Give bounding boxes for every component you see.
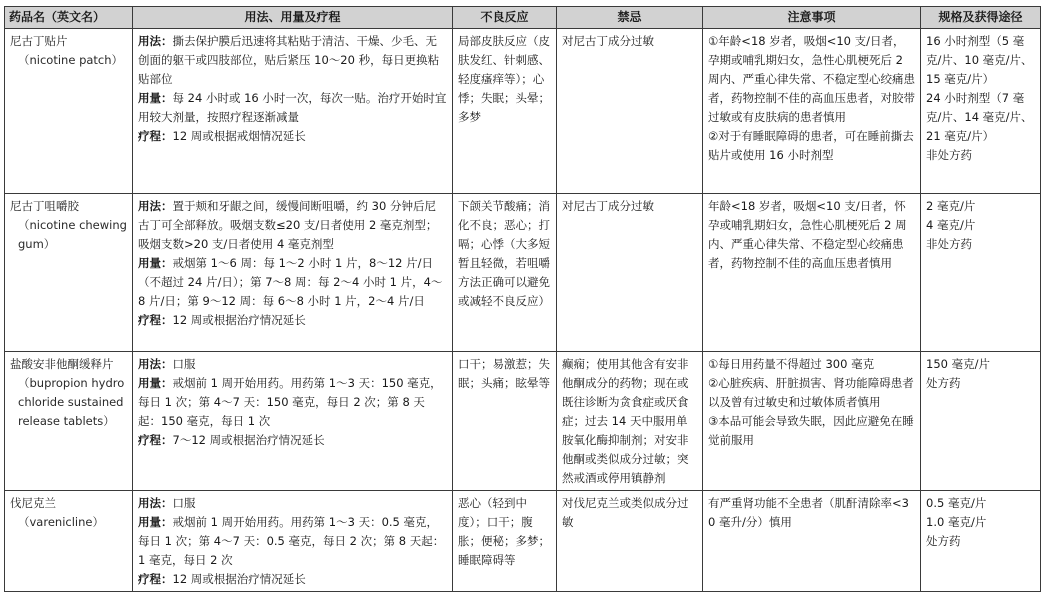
usage-text: 口服 xyxy=(172,357,196,371)
usage-cell xyxy=(133,29,453,194)
contraindication-cell: 对伐尼克兰或类似成分过敏 xyxy=(557,491,703,592)
dose-text: 戒烟前 1 周开始用药。用药第 1～3 天：0.5 毫克，每日 1 次；第 4～7 天：0.5 毫克，每日 2 次；第 8 天起：1 毫克，每日 2 次 xyxy=(138,515,445,567)
spec-cell xyxy=(921,491,1041,592)
spec-item: 1.0 毫克/片 xyxy=(926,515,987,529)
header-spec: 规格及获得途径 xyxy=(921,7,1041,29)
spec-item: 16 小时剂型（5 毫克/片、10 毫克/片、15 毫克/片） xyxy=(926,34,1033,86)
drug-name-cell xyxy=(5,352,133,491)
spec-cell xyxy=(921,194,1041,352)
drug-name-cell xyxy=(5,29,133,194)
spec-item: 150 毫克/片 xyxy=(926,357,990,371)
course-line xyxy=(138,431,447,450)
drug-name-en: （nicotine chewing gum） xyxy=(18,218,127,251)
drug-name-en: （varenicline） xyxy=(18,515,104,529)
dose-text: 每 24 小时或 16 小时一次，每次一贴。治疗开始时宜用较大剂量，按照疗程逐渐减量 xyxy=(138,91,447,124)
contraindication-cell: 对尼古丁成分过敏 xyxy=(557,194,703,352)
contraindication-cell: 癫痫；使用其他含有安非他酮成分的药物；现在或既往诊断为贪食症或厌食症；过去 14 天中服用单胺氧化酶抑制剂；对安非他酮或类似成分过敏；突然戒酒或停用镇静剂 xyxy=(557,352,703,491)
course-line xyxy=(138,311,447,330)
course-text: 7～12 周或根据治疗情况延长 xyxy=(172,433,325,447)
precaution-item: 年龄<18 岁者，吸烟<10 支/日者，怀孕或哺乳期妇女，急性心肌梗死后 2 周内、严重心律失常、不稳定型心绞痛患者，药物控制不佳的高血压患者慎用 xyxy=(708,199,907,270)
usage-label: 用法： xyxy=(138,357,173,371)
drug-name-en: （nicotine patch） xyxy=(18,53,124,67)
precaution-item: 有严重肾功能不全患者（肌酐清除率<30 毫升/分）慎用 xyxy=(708,496,909,529)
dose-label: 用量： xyxy=(138,91,173,105)
header-adverse: 不良反应 xyxy=(453,7,557,29)
table-header-row xyxy=(5,7,1041,29)
drug-name-cell xyxy=(5,491,133,592)
usage-line xyxy=(138,32,447,89)
course-line xyxy=(138,570,447,589)
drug-name-cn: 伐尼克兰 xyxy=(10,496,56,510)
header-precautions: 注意事项 xyxy=(703,7,921,29)
spec-cell xyxy=(921,352,1041,491)
course-label: 疗程： xyxy=(138,572,173,586)
course-label: 疗程： xyxy=(138,313,173,327)
course-label: 疗程： xyxy=(138,433,173,447)
drug-name-cell xyxy=(5,194,133,352)
dose-line xyxy=(138,513,447,570)
dose-label: 用量： xyxy=(138,376,173,390)
usage-label: 用法： xyxy=(138,496,173,510)
dose-text: 戒烟第 1～6 周：每 1～2 小时 1 片，8～12 片/日（不超过 24 片/日）；第 7～8 周：每 2～4 小时 1 片，4～8 片/日；第 9～12 周：每 6～8 小时 1 片，2～4 片/日 xyxy=(138,256,443,308)
usage-line xyxy=(138,197,447,254)
drug-name-cn: 尼古丁贴片 xyxy=(10,34,68,48)
contraindication-cell: 对尼古丁成分过敏 xyxy=(557,29,703,194)
adverse-cell: 口干；易激惹；失眠；头痛；眩晕等 xyxy=(453,352,557,491)
usage-label: 用法： xyxy=(138,34,173,48)
adverse-cell: 恶心（轻到中度）；口干；腹胀；便秘；多梦；睡眠障碍等 xyxy=(453,491,557,592)
course-line xyxy=(138,127,447,146)
adverse-cell: 局部皮肤反应（皮肤发红、针刺感、轻度瘙痒等）；心悸；失眠；头晕；多梦 xyxy=(453,29,557,194)
table-row xyxy=(5,29,1041,194)
precautions-cell xyxy=(703,194,921,352)
spec-item: 24 小时剂型（7 毫克/片、14 毫克/片、21 毫克/片） xyxy=(926,91,1033,143)
precautions-cell xyxy=(703,491,921,592)
spec-item: 4 毫克/片 xyxy=(926,218,976,232)
usage-text: 置于颊和牙龈之间，缓慢间断咀嚼，约 30 分钟后尼古丁可全部释放。吸烟支数≤20 支/日者使用 2 毫克剂型；吸烟支数>20 支/日者使用 4 毫克剂型 xyxy=(138,199,438,251)
usage-text: 撕去保护膜后迅速将其粘贴于清洁、干燥、少毛、无创面的躯干或四肢部位，贴后紧压 10～20 秒，每日更换粘贴部位 xyxy=(138,34,440,86)
header-drug-name: 药品名（英文名） xyxy=(5,7,133,29)
usage-cell xyxy=(133,491,453,592)
table-row xyxy=(5,352,1041,491)
usage-cell xyxy=(133,352,453,491)
header-contraindications: 禁忌 xyxy=(557,7,703,29)
drug-name-cn: 盐酸安非他酮缓释片 xyxy=(10,357,114,371)
drug-name-en: （bupropion hydrochloride sustained release tablets） xyxy=(18,376,125,428)
drug-table-container xyxy=(4,6,1040,592)
precaution-item: ①年龄<18 岁者，吸烟<10 支/日者，孕期或哺乳期妇女，急性心肌梗死后 2 周内、严重心律失常、不稳定型心绞痛患者，药物控制不佳的高血压患者，对胶带过敏或有皮肤病的患者慎用 xyxy=(708,34,915,124)
precautions-cell xyxy=(703,352,921,491)
spec-item: 非处方药 xyxy=(926,148,972,162)
course-text: 12 周或根据治疗情况延长 xyxy=(172,313,306,327)
drug-name-cn: 尼古丁咀嚼胶 xyxy=(10,199,79,213)
spec-item: 处方药 xyxy=(926,376,961,390)
course-text: 12 周或根据治疗情况延长 xyxy=(172,572,306,586)
spec-item: 处方药 xyxy=(926,534,961,548)
spec-cell xyxy=(921,29,1041,194)
table-row xyxy=(5,194,1041,352)
adverse-cell: 下颌关节酸痛；消化不良；恶心；打嗝；心悸（大多短暂且轻微，若咀嚼方法正确可以避免或减轻不良反应） xyxy=(453,194,557,352)
smoking-cessation-drug-table xyxy=(4,6,1041,592)
precaution-item: ①每日用药量不得超过 300 毫克 xyxy=(708,357,875,371)
spec-item: 0.5 毫克/片 xyxy=(926,496,987,510)
header-usage: 用法、用量及疗程 xyxy=(133,7,453,29)
usage-label: 用法： xyxy=(138,199,173,213)
dose-line xyxy=(138,254,447,311)
dose-label: 用量： xyxy=(138,256,173,270)
precaution-item: ②对于有睡眠障碍的患者，可在睡前撕去贴片或使用 16 小时剂型 xyxy=(708,129,914,162)
precaution-item: ③本品可能会导致失眠，因此应避免在睡觉前服用 xyxy=(708,414,914,447)
usage-text: 口服 xyxy=(172,496,196,510)
course-label: 疗程： xyxy=(138,129,173,143)
spec-item: 非处方药 xyxy=(926,237,972,251)
dose-line xyxy=(138,374,447,431)
table-row xyxy=(5,491,1041,592)
dose-label: 用量： xyxy=(138,515,173,529)
dose-text: 戒烟前 1 周开始用药。用药第 1～3 天：150 毫克，每日 1 次；第 4～7 天：150 毫克，每日 2 次；第 8 天起：150 毫克，每日 1 次 xyxy=(138,376,442,428)
usage-cell xyxy=(133,194,453,352)
course-text: 12 周或根据戒烟情况延长 xyxy=(172,129,306,143)
usage-line xyxy=(138,355,447,374)
spec-item: 2 毫克/片 xyxy=(926,199,976,213)
precautions-cell xyxy=(703,29,921,194)
usage-line xyxy=(138,494,447,513)
precaution-item: ②心脏疾病、肝脏损害、肾功能障碍患者以及曾有过敏史和过敏体质者慎用 xyxy=(708,376,914,409)
dose-line xyxy=(138,89,447,127)
